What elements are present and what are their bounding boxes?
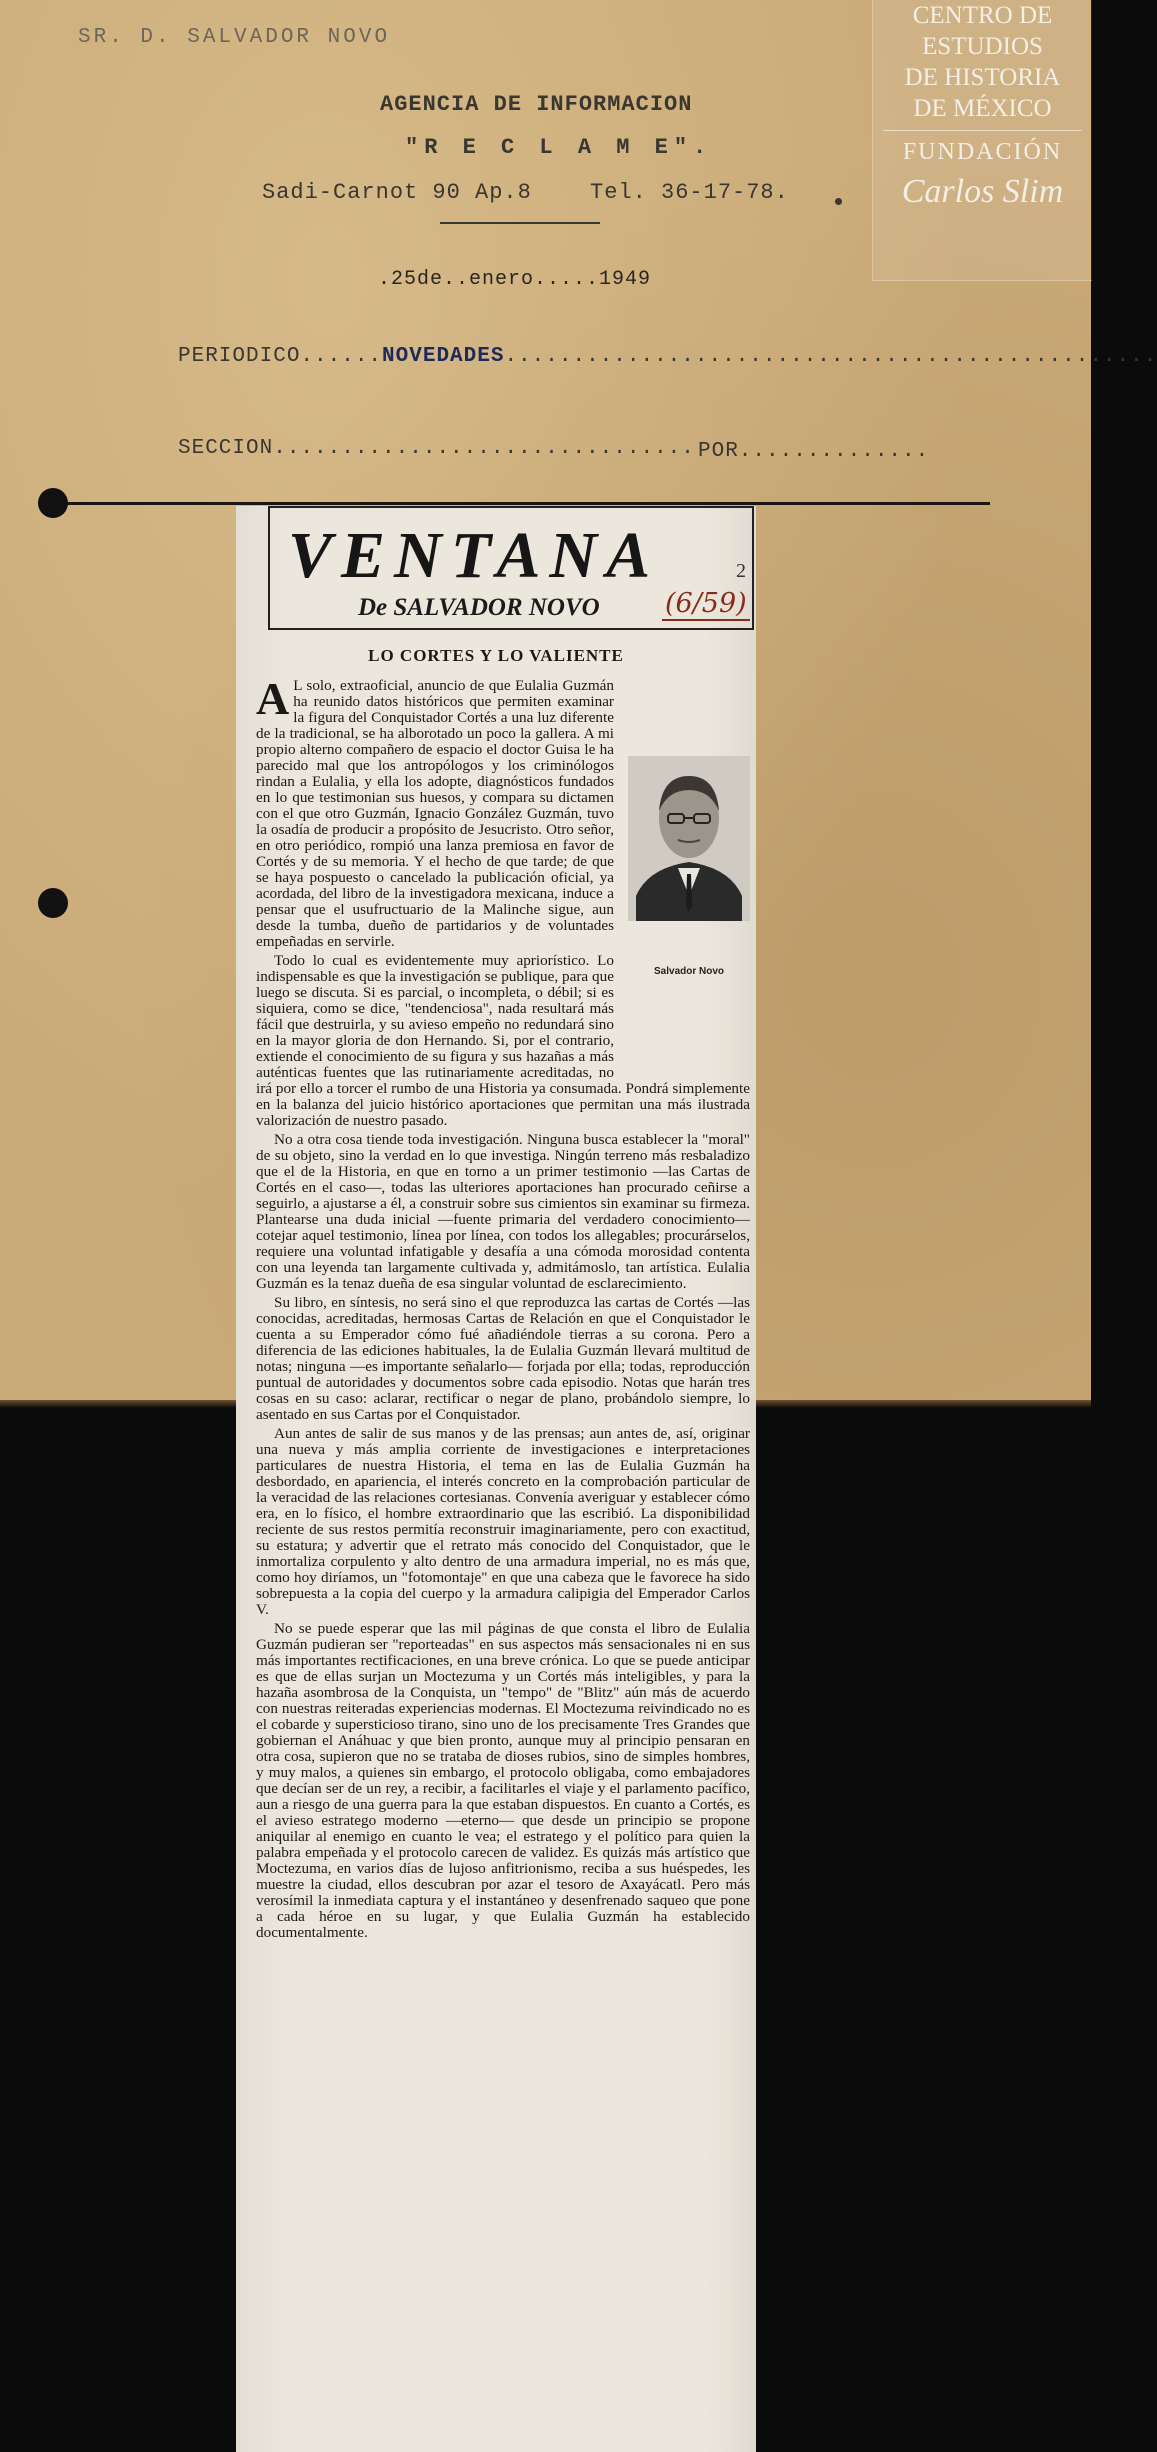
newspaper-clipping <box>236 506 756 2452</box>
archive-watermark <box>872 0 1092 281</box>
photo-spacer <box>622 766 750 1066</box>
periodico-line <box>178 345 1157 368</box>
agency-name: AGENCIA DE INFORMACION <box>380 92 693 117</box>
address-underline <box>440 222 600 224</box>
divider-rule <box>60 502 990 505</box>
watermark-line: CENTRO DE <box>912 2 1053 29</box>
periodico-label: PERIODICO...... <box>178 345 383 368</box>
watermark-line: DE HISTORIA <box>904 64 1061 91</box>
por-line: POR.............. <box>698 440 930 463</box>
article-heading: LO CORTES Y LO VALIENTE <box>368 646 624 665</box>
article-paragraph: Aun antes de salir de sus manos y de las prensas; aun antes de, así, originar una nueva y más amplia corriente de investigaciones e interpretaciones particulares de nuestra Historia, el tema en las de Eulalia Guzmán ha desbordado, en apariencia, el interés concreto en la comprobación particular de la veracidad de las relaciones cortesianas. Convenía averiguar y establecer cómo era, en lo físico, el hombre extraordinario que las escribió. La disponibilidad reciente de sus restos permitía reconstruir imaginariamente, pero con exactitud, su estatura; y advertir que el retrato más conocido del Conquistador, que le inmortaliza corpulento y alto dentro de una armadura imperial, no es más que, como hoy diríamos, un "fotomontaje" en que una cabeza que le favorece ha sido sobrepuesta a la copia del cuerpo y la armadura calipigia del Emperador Carlos V. <box>256 1425 750 1618</box>
handwritten-note: (6/59) <box>662 588 750 621</box>
portrait-caption: Salvador Novo <box>654 966 725 977</box>
date-line <box>378 268 651 291</box>
agency-brand: "R E C L A M E". <box>405 135 713 160</box>
article-paragraph: No a otra cosa tiende toda investigación. Ninguna busca establecer la "moral" de su objeto, sino la verdad en lo que investiga. Ningún terreno más resbaladizo que el de la Historia, en que en torno a un primer testimonio —las Cartas de Cortés en el caso—, todas las ulteriores aportaciones han procurado ceñirse a seguirlo, a ajustarse a él, a construir sobre sus cimientos sin examinar su firmeza. Plantearse una duda inicial —fuente primaria del verdadero conocimiento— cotejar aquel testimonio, línea por línea, con todos los allegables; procurárselos, requiere una voluntad infatigable y desafía a una cómoda morosidad contenta con una leyenda tan largamente cultivada y, admitámoslo, tan artística. Eulalia Guzmán es la tenaz dueña de esa singular voluntad de esclarecimiento. <box>256 1131 750 1292</box>
watermark-line: ESTUDIOS <box>922 33 1043 60</box>
periodico-value: NOVEDADES <box>382 345 505 368</box>
drop-cap: A <box>256 673 290 724</box>
date-value: .25de..enero.....1949 <box>378 268 652 291</box>
periodico-dots: ................................................ <box>504 345 1157 368</box>
article-paragraph: Todo lo cual es evidentemente muy apriorístico. Lo indispensable es que la investigación se publique, para que luego se discuta. Si es parcial, o incompleta, o débil; si es siquiera, como se dice, "tendenciosa", nada resultará más fácil que destruirla, y su avieso empeño no redundará sino en la mayor gloria de don Hernando. Si, por el contrario, extiende el conocimiento de su figura y sus hazañas a más auténticas fuentes que las rutinariamente acreditadas, no irá por ello a torcer el rumbo de una Historia ya consumada. Pondrá simplemente en la balanza del juicio histórico aportaciones que permitan una más ilustrada valorización de nuestro pasado. <box>256 952 750 1129</box>
article-paragraph: Su libro, en síntesis, no será sino el que reproduzca las cartas de Cortés —las conocidas, acreditadas, hermosas Cartas de Relación en que el Conquistador le cuenta a su Emperador cómo fué añadiéndole tierras a su corona. Pero a diferencia de las ediciones habituales, la de Eulalia Guzmán llevará multitud de notas; ninguna —es importante señalarlo— forjada por ella; todas, reproducción puntual de autoridades y documentos sobre cada episodio. Notas que harán tres cosas en su caso: aclarar, rectificar o negar de plano, probándolo siempre, lo asentado en sus Cartas por el Conquistador. <box>256 1294 750 1423</box>
column-title: VENTANA <box>288 519 660 592</box>
watermark-foundation: FUNDACIÓN <box>902 139 1063 165</box>
agency-phone: Tel. 36-17-78. <box>590 180 789 205</box>
article-paragraph: A L solo, extraoficial, anuncio de que Eulalia Guzmán ha reunido datos históricos que permiten examinar la figura del Conquistador Cortés a una luz diferente de la tradicional, se ha alborotado un poco la gallera. A mi propio alterno compañero de espacio el doctor Guisa le ha parecido mal que los antropólogos y los criminólogos rindan a Eulalia, y ella los adopte, diagnósticos fundados en lo que testimonian sus huesos, y compara su dictamen con el que otro Guzmán, Ignacio González Guzmán, tuvo la osadía de producir a propósito de Jesucristo. Otro señor, en otro periódico, rompió una lanza premiosa en favor de Cortés y de su memoria. Y el hecho de que tarde; de que se haya pospuesto o cancelado la publicación oficial, ya acordada, del libro de la investigadora mexicana, induce a pensar que el usufructuario de la Malinche sigue, aun desde la tumba, dueño de partidarios y de voluntades empeñadas en servirle. <box>256 673 614 950</box>
column-byline: De SALVADOR NOVO <box>358 594 600 621</box>
addressee-line: SR. D. SALVADOR NOVO <box>78 26 391 49</box>
ink-dot <box>835 198 842 205</box>
watermark-line: DE MÉXICO <box>913 95 1052 122</box>
watermark-signature: Carlos Slim <box>901 173 1064 210</box>
column-number-mark: 2 <box>736 560 746 582</box>
punch-hole <box>38 888 68 918</box>
watermark-rule <box>883 130 1082 131</box>
column-masthead <box>268 506 754 630</box>
seccion-line: SECCION............................... <box>178 437 695 460</box>
article-paragraph: No se puede esperar que las mil páginas de que consta el libro de Eulalia Guzmán pudieran ser "reporteadas" en sus aspectos más sensacionales ni en sus más importantes rectificaciones, en una breve crónica. Lo que se puede anticipar es que de ellas surjan un Moctezuma y un Cortés más inteligibles, y para la hazaña asombrosa de la Conquista, un "tempo" de "Blitz" aún más de acuerdo con nuestras reiteradas experiencias modernas. El Moctezuma reivindicado no es el cobarde y supersticioso tirano, sino uno de los precisamente Tres Grandes que gobiernan el Anáhuac y que bien pronto, aunque muy al principio pensaran en otra cosa, supieron que no se trataba de dioses rubios, sino de simples hombres, y muy malos, a quienes sin embargo, el protocolo obligaba, como embajadores que decían ser de un rey, a recibir, a facilitarles el viaje y el parlamento pacífico, aun a riesgo de una guerra para la que estaban dispuestos. En cuanto a Cortés, es el avieso estratego moderno —eterno— que desde un principio se propone aniquilar al enemigo en cuanto le vea; el estratego y el político para quien la palabra empeñada y el protocolo carecen de validez. Es quizás más artístico que Moctezuma, en varios días de lujoso anfitrionismo, reciba a sus huéspedes, les muestre la ciudad, ellos descubran por azar el tesoro de Axayácatl. Pero más verosímil la inmediata captura y el instantáneo y desenfrenado saqueo que pone a cada héroe en su lugar, y que Eulalia Guzmán ha establecido documentalmente. <box>256 1620 750 1941</box>
punch-hole <box>38 488 68 518</box>
agency-address: Sadi-Carnot 90 Ap.8 <box>262 180 532 205</box>
article-body <box>256 673 750 1944</box>
